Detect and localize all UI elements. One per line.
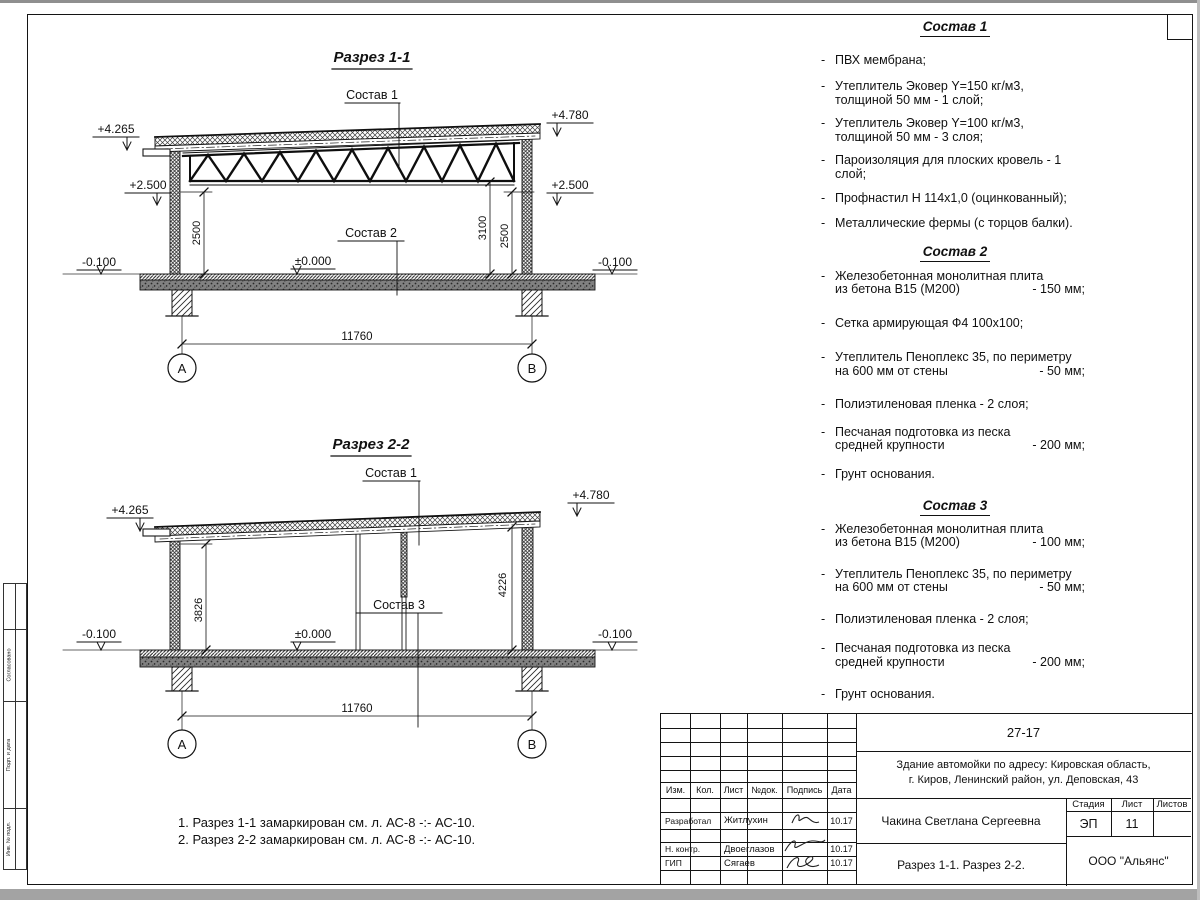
list-item xyxy=(812,426,1168,453)
foundation-left xyxy=(166,667,198,691)
item-text: средней крупности xyxy=(835,654,945,669)
item-value: - 200 мм; xyxy=(1032,438,1085,452)
composition-2-heading: Состав 2 xyxy=(812,245,1098,260)
item-value: - 50 мм; xyxy=(1039,580,1085,594)
margin-label: Согласовано xyxy=(6,648,13,682)
project-title xyxy=(856,751,1191,798)
row-name: Двоеглазов xyxy=(724,843,775,855)
margin-stamp-column xyxy=(3,583,27,870)
svg-text:3100: 3100 xyxy=(477,215,489,241)
dim-4226-s22 xyxy=(497,523,516,654)
svg-text:Состав 1: Состав 1 xyxy=(346,88,398,102)
item-text: толщиной 50 мм - 3 слоя; xyxy=(835,129,984,144)
item-text: на 600 мм от стены xyxy=(835,363,948,378)
list-item xyxy=(812,468,1168,482)
item-bullet: - xyxy=(821,466,826,481)
row-role: Разработал xyxy=(665,815,712,826)
partition-thin xyxy=(356,534,360,650)
svg-text:Состав 2: Состав 2 xyxy=(345,226,397,240)
item-text: из бетона В15 (М200) xyxy=(835,282,960,296)
item-bullet: - xyxy=(821,350,826,364)
item-text: Пароизоляция для плоских кровель - 1 слой; xyxy=(835,153,1062,181)
list-item xyxy=(812,54,1168,68)
elev-2500-left-s11 xyxy=(125,178,171,205)
span-dim-s22 xyxy=(178,691,536,730)
sheet-title: Разрез 1-1. Разрез 2-2. xyxy=(897,857,1025,872)
section-1-1-drawing xyxy=(63,49,637,382)
wall-right xyxy=(522,138,532,274)
foundation-left xyxy=(166,290,198,316)
list-item xyxy=(812,317,1168,331)
svg-text:Состав 1: Состав 1 xyxy=(365,466,417,480)
item-bullet: - xyxy=(821,641,826,655)
axis-a-s11 xyxy=(168,354,196,382)
elev-4265-s11 xyxy=(93,122,139,150)
composition-lists xyxy=(812,18,1168,702)
item-text: Полиэтиленовая пленка - 2 слоя; xyxy=(835,397,1029,411)
item-value: - 100 мм; xyxy=(1032,535,1085,549)
signature xyxy=(781,852,827,874)
dim-2500-left-s11 xyxy=(181,188,212,278)
item-text: Утеплитель Эковер Y=100 кг/м3, xyxy=(835,116,1024,130)
item-text: толщиной 50 мм - 1 слой; xyxy=(835,92,984,107)
notes xyxy=(178,814,475,848)
item-text: Грунт основания. xyxy=(835,466,935,481)
row-date: 10.17 xyxy=(830,858,853,868)
signature xyxy=(786,810,824,828)
list-item xyxy=(812,568,1168,595)
col-kol: Кол. xyxy=(696,785,714,795)
elev-4780-s11 xyxy=(547,108,593,136)
list-item xyxy=(812,217,1168,231)
svg-text:+4.265: +4.265 xyxy=(97,122,135,136)
item-text: средней крупности xyxy=(835,438,945,452)
sheets-label: Листов xyxy=(1156,799,1188,810)
svg-text:+2.500: +2.500 xyxy=(551,178,589,192)
wall-right xyxy=(522,527,533,650)
item-text: Железобетонная монолитная плита xyxy=(835,268,1044,283)
title-block xyxy=(660,713,1193,885)
project-line: Здание автомойки по адресу: Кировская область, xyxy=(896,759,1151,771)
row-role: Н. контр. xyxy=(665,844,701,854)
svg-text:+4.780: +4.780 xyxy=(572,488,610,502)
stage-label: Стадия xyxy=(1072,799,1105,810)
item-text: Металлические фермы (с торцов балки). xyxy=(835,215,1073,230)
elev-minus100-right-s11 xyxy=(593,255,637,274)
elev-2500-right-s11 xyxy=(547,178,593,205)
roof-ledge xyxy=(143,529,170,536)
item-text: ПВХ мембрана; xyxy=(835,52,926,67)
list-item xyxy=(812,351,1168,378)
foundation-right xyxy=(516,290,548,316)
svg-text:-0.100: -0.100 xyxy=(81,255,117,269)
col-podpis: Подпись xyxy=(786,785,823,795)
item-text: Песчаная подготовка из песка xyxy=(835,641,1011,655)
section-2-2-title: Разрез 2-2 xyxy=(332,436,410,453)
item-text: Утеплитель Пеноплекс 35, по периметру xyxy=(835,566,1072,581)
list-item xyxy=(812,80,1168,107)
elev-minus100-right-s22 xyxy=(593,627,637,650)
company-name: ООО "Альянс" xyxy=(1088,854,1169,868)
margin-cell xyxy=(4,808,15,870)
elev-zero-s11 xyxy=(291,254,335,274)
svg-text:4226: 4226 xyxy=(497,572,509,598)
row-role: ГИП xyxy=(665,858,682,868)
list-item xyxy=(812,688,1168,702)
item-text: Железобетонная монолитная плита xyxy=(835,521,1044,536)
item-bullet: - xyxy=(821,79,826,93)
svg-text:А: А xyxy=(177,361,187,376)
item-bullet: - xyxy=(821,521,826,536)
wall-left xyxy=(170,151,180,274)
svg-text:11760: 11760 xyxy=(341,331,373,343)
axis-a-s22 xyxy=(168,730,196,758)
list-item xyxy=(812,192,1168,206)
partition-hatched xyxy=(401,532,407,650)
span-dim-s11 xyxy=(178,316,536,354)
col-data: Дата xyxy=(831,785,852,795)
col-list: Лист xyxy=(723,785,744,795)
svg-text:-0.100: -0.100 xyxy=(597,627,633,641)
row-date: 10.17 xyxy=(830,844,853,854)
item-bullet: - xyxy=(821,215,826,230)
svg-text:2500: 2500 xyxy=(191,220,203,246)
section-2-2-drawing xyxy=(63,436,637,758)
svg-text:+4.780: +4.780 xyxy=(551,108,589,122)
item-bullet: - xyxy=(821,116,826,130)
item-text: из бетона В15 (М200) xyxy=(835,535,960,549)
item-bullet: - xyxy=(821,191,826,205)
row-date: 10.17 xyxy=(830,815,853,826)
floor-slab xyxy=(140,274,595,290)
list-item xyxy=(812,523,1168,550)
composition-3-heading: Состав 3 xyxy=(812,499,1098,514)
svg-text:3826: 3826 xyxy=(193,597,205,623)
svg-text:-0.100: -0.100 xyxy=(597,255,633,269)
col-izm: Изм. xyxy=(665,785,686,795)
doc-number: 27-17 xyxy=(1006,725,1041,740)
corner-stamp-box xyxy=(1167,14,1193,40)
svg-text:+4.265: +4.265 xyxy=(111,503,149,517)
list-item xyxy=(812,642,1168,669)
margin-label: Инв. № подл. xyxy=(6,821,13,857)
svg-text:-0.100: -0.100 xyxy=(81,627,117,641)
list-item xyxy=(812,117,1168,144)
svg-text:В: В xyxy=(527,361,537,376)
dim-3826-s22 xyxy=(181,540,212,654)
elev-zero-s22 xyxy=(291,627,335,650)
svg-text:2500: 2500 xyxy=(499,223,511,249)
item-text: Утеплитель Эковер Y=150 кг/м3, xyxy=(835,79,1024,93)
note-line: 1. Разрез 1-1 замаркирован см. л. АС-8 -:- АС-10. xyxy=(178,815,476,830)
roof-package xyxy=(143,512,540,542)
author-name: Чакина Светлана Сергеевна xyxy=(881,813,1041,828)
item-bullet: - xyxy=(821,611,826,626)
dim-3100-s11 xyxy=(477,178,494,278)
axis-b-s22 xyxy=(518,730,546,758)
elev-4780-s22 xyxy=(568,488,614,516)
item-bullet: - xyxy=(821,566,826,581)
svg-text:Состав 3: Состав 3 xyxy=(373,598,425,612)
svg-text:11760: 11760 xyxy=(341,703,373,715)
item-bullet: - xyxy=(821,268,826,283)
item-value: - 200 мм; xyxy=(1032,654,1085,669)
item-bullet: - xyxy=(821,315,826,330)
item-bullet: - xyxy=(821,397,826,411)
list-item xyxy=(812,270,1168,297)
margin-divider xyxy=(15,584,16,869)
list-item xyxy=(812,613,1168,627)
stage-value: ЭП xyxy=(1079,816,1098,831)
elev-minus100-left-s11 xyxy=(77,255,121,274)
roof-ledge xyxy=(143,149,170,156)
item-bullet: - xyxy=(821,687,826,701)
item-text: Профнастил Н 114х1,0 (оцинкованный); xyxy=(835,191,1067,205)
svg-text:А: А xyxy=(177,737,187,752)
item-text: Сетка армирующая Ф4 100х100; xyxy=(835,315,1024,330)
item-text: Песчаная подготовка из песка xyxy=(835,424,1011,439)
elev-4265-s22 xyxy=(107,503,153,531)
item-text: Полиэтиленовая пленка - 2 слоя; xyxy=(835,611,1029,626)
item-bullet: - xyxy=(821,153,826,167)
floor-slab xyxy=(140,650,595,667)
wall-left xyxy=(170,541,180,650)
row-name: Сягаев xyxy=(724,857,755,869)
item-value: - 50 мм; xyxy=(1039,363,1085,378)
scan-edge-bottom xyxy=(0,889,1200,900)
sheet-label: Лист xyxy=(1121,799,1143,810)
scan-edge-top xyxy=(0,0,1200,3)
item-text: на 600 мм от стены xyxy=(835,580,948,594)
col-ndok: №док. xyxy=(751,785,778,795)
row-name: Житлухин xyxy=(724,815,768,826)
composition-1-heading: Состав 1 xyxy=(812,20,1098,35)
item-value: - 150 мм; xyxy=(1032,282,1085,296)
item-bullet: - xyxy=(821,424,826,439)
list-item xyxy=(812,154,1168,181)
item-bullet: - xyxy=(821,52,826,67)
section-1-1-title: Разрез 1-1 xyxy=(333,49,411,66)
margin-cell xyxy=(4,629,15,701)
section-drawings xyxy=(60,40,660,790)
svg-text:±0.000: ±0.000 xyxy=(294,254,332,268)
elev-minus100-left-s22 xyxy=(77,627,121,650)
sheet-number: 11 xyxy=(1125,816,1139,831)
margin-cell xyxy=(4,701,15,808)
note-line: 2. Разрез 2-2 замаркирован см. л. АС-8 -:- АС-10. xyxy=(178,832,476,847)
foundation-right xyxy=(516,667,548,691)
item-text: Грунт основания. xyxy=(835,687,935,701)
item-text: Утеплитель Пеноплекс 35, по периметру xyxy=(835,350,1072,364)
project-line: г. Киров, Ленинский район, ул. Деповская, 43 xyxy=(908,774,1139,786)
svg-text:+2.500: +2.500 xyxy=(129,178,167,192)
list-item xyxy=(812,398,1168,412)
svg-text:В: В xyxy=(527,737,537,752)
axis-b-s11 xyxy=(518,354,546,382)
roof-package xyxy=(143,124,540,156)
margin-label: Подп. и дата xyxy=(6,738,13,771)
svg-text:±0.000: ±0.000 xyxy=(294,627,332,641)
